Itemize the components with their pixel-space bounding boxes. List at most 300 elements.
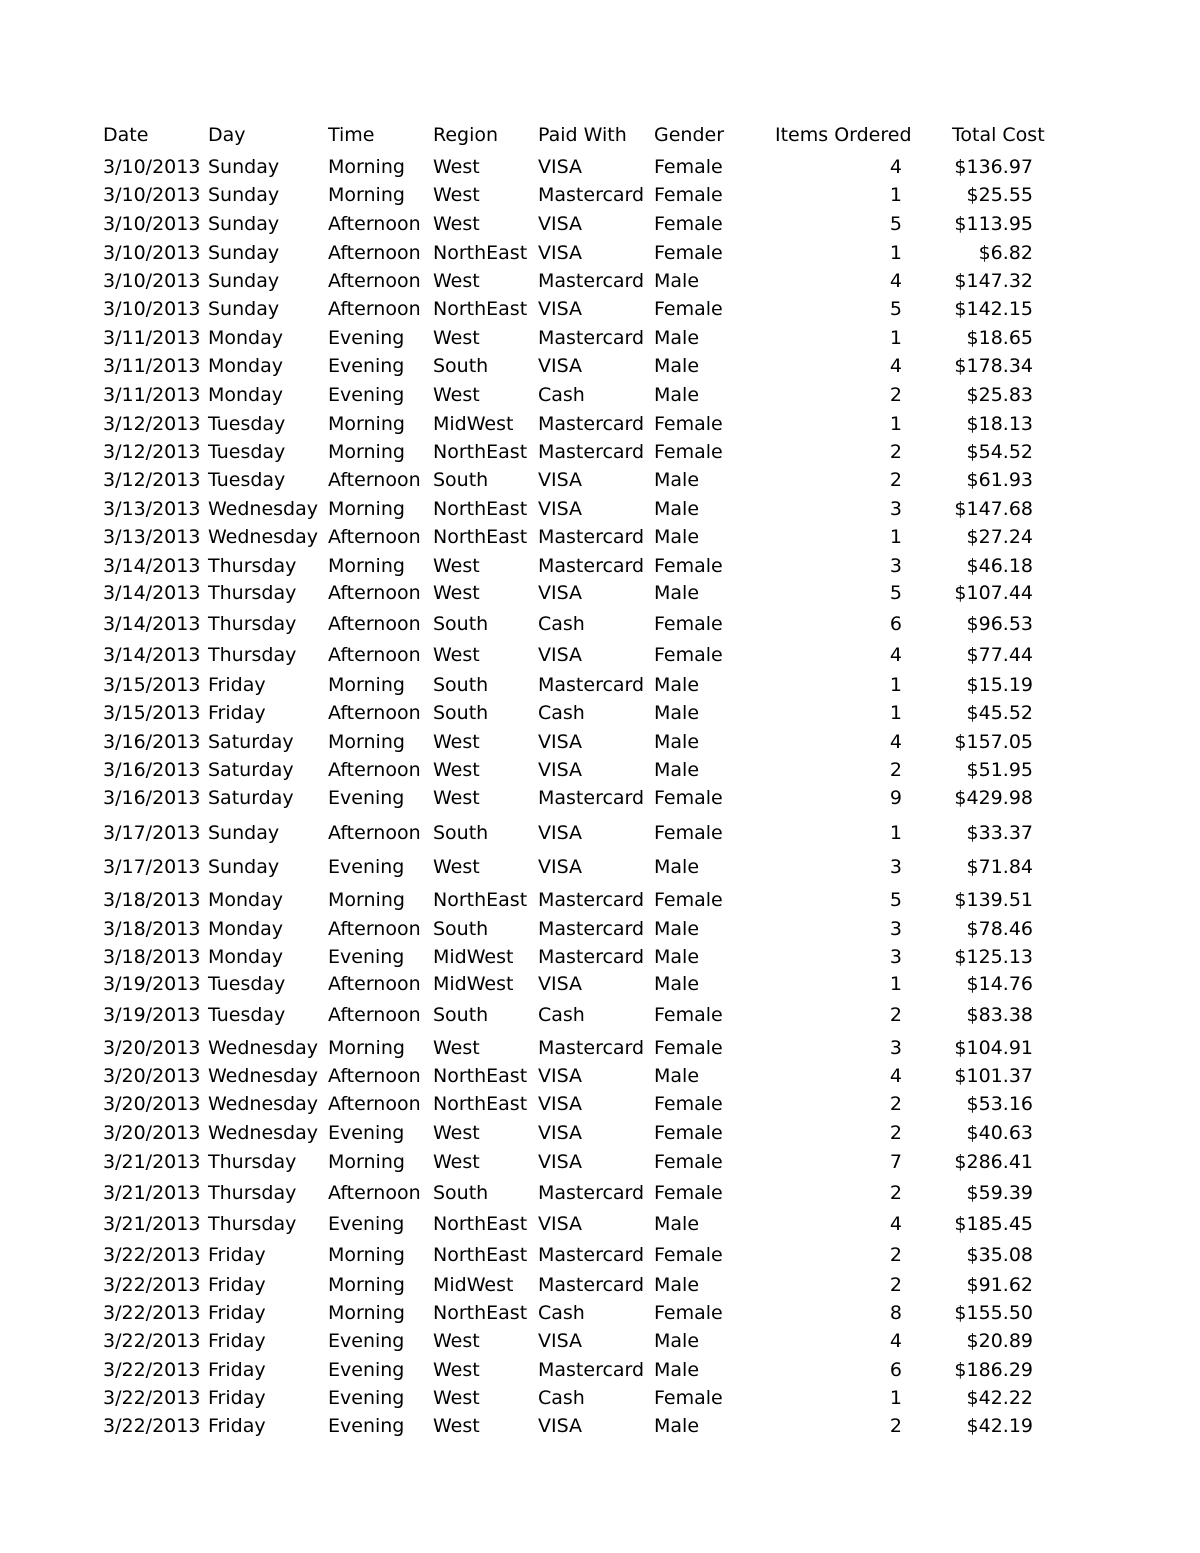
items-ordered-cell: 6 bbox=[889, 613, 902, 635]
day-cell: Thursday bbox=[208, 555, 297, 577]
day-cell: Wednesday bbox=[208, 1065, 319, 1087]
table-row bbox=[0, 886, 1200, 914]
time-cell: Morning bbox=[328, 441, 405, 463]
table-row bbox=[0, 1179, 1200, 1207]
items-ordered-cell: 1 bbox=[889, 327, 902, 349]
total-cost-cell: $18.65 bbox=[966, 327, 1033, 349]
day-cell: Monday bbox=[208, 327, 284, 349]
items-ordered-cell: 2 bbox=[889, 441, 902, 463]
total-cost-cell: $14.76 bbox=[966, 973, 1033, 995]
total-cost-cell: $147.68 bbox=[954, 498, 1033, 520]
gender-cell: Male bbox=[654, 1330, 700, 1352]
time-cell: Morning bbox=[328, 889, 405, 911]
date-cell: 3/12/2013 bbox=[103, 441, 201, 463]
time-cell: Afternoon bbox=[328, 702, 421, 724]
time-cell: Morning bbox=[328, 184, 405, 206]
day-cell: Wednesday bbox=[208, 498, 319, 520]
day-cell: Monday bbox=[208, 889, 284, 911]
paid-with-cell: Mastercard bbox=[538, 526, 645, 548]
time-cell: Afternoon bbox=[328, 1093, 421, 1115]
total-cost-cell: $83.38 bbox=[966, 1004, 1033, 1026]
region-cell: West bbox=[433, 1415, 480, 1437]
paid-with-cell: VISA bbox=[538, 1065, 583, 1087]
paid-with-cell: VISA bbox=[538, 1151, 583, 1173]
gender-cell: Male bbox=[654, 1359, 700, 1381]
table-row bbox=[0, 410, 1200, 438]
paid-with-cell: Mastercard bbox=[538, 184, 645, 206]
items-ordered-cell: 5 bbox=[889, 582, 902, 604]
total-cost-cell: $61.93 bbox=[966, 469, 1033, 491]
date-cell: 3/21/2013 bbox=[103, 1182, 201, 1204]
items-ordered-cell: 5 bbox=[889, 889, 902, 911]
paid-with-cell: VISA bbox=[538, 355, 583, 377]
total-cost-cell: $147.32 bbox=[954, 270, 1033, 292]
date-cell: 3/20/2013 bbox=[103, 1093, 201, 1115]
paid-with-cell: Mastercard bbox=[538, 413, 645, 435]
day-cell: Tuesday bbox=[208, 441, 286, 463]
region-cell: South bbox=[433, 918, 489, 940]
date-cell: 3/10/2013 bbox=[103, 213, 201, 235]
date-cell: 3/14/2013 bbox=[103, 582, 201, 604]
table-row bbox=[0, 1062, 1200, 1090]
total-cost-cell: $104.91 bbox=[954, 1037, 1033, 1059]
total-cost-cell: $96.53 bbox=[966, 613, 1033, 635]
time-cell: Evening bbox=[328, 1122, 405, 1144]
date-cell: 3/10/2013 bbox=[103, 156, 201, 178]
day-cell: Sunday bbox=[208, 270, 280, 292]
table-row bbox=[0, 267, 1200, 295]
total-cost-cell: $42.19 bbox=[966, 1415, 1033, 1437]
region-cell: NorthEast bbox=[433, 498, 528, 520]
paid-with-cell: Mastercard bbox=[538, 327, 645, 349]
gender-cell: Male bbox=[654, 674, 700, 696]
gender-cell: Female bbox=[654, 413, 723, 435]
paid-with-cell: Cash bbox=[538, 1302, 585, 1324]
region-cell: West bbox=[433, 1151, 480, 1173]
day-cell: Wednesday bbox=[208, 526, 319, 548]
total-cost-cell: $125.13 bbox=[954, 946, 1033, 968]
time-cell: Evening bbox=[328, 787, 405, 809]
paid-with-cell: Cash bbox=[538, 1387, 585, 1409]
region-cell: West bbox=[433, 759, 480, 781]
items-ordered-cell: 1 bbox=[889, 1387, 902, 1409]
total-cost-cell: $155.50 bbox=[954, 1302, 1033, 1324]
date-cell: 3/17/2013 bbox=[103, 856, 201, 878]
table-row bbox=[0, 671, 1200, 699]
table-row bbox=[0, 579, 1200, 607]
time-cell: Morning bbox=[328, 413, 405, 435]
date-cell: 3/13/2013 bbox=[103, 498, 201, 520]
table-row bbox=[0, 1119, 1200, 1147]
day-cell: Friday bbox=[208, 1387, 266, 1409]
items-ordered-cell: 1 bbox=[889, 242, 902, 264]
table-row bbox=[0, 1271, 1200, 1299]
day-cell: Sunday bbox=[208, 156, 280, 178]
items-ordered-cell: 1 bbox=[889, 413, 902, 435]
paid-with-cell: Mastercard bbox=[538, 1037, 645, 1059]
region-cell: NorthEast bbox=[433, 1302, 528, 1324]
date-cell: 3/20/2013 bbox=[103, 1037, 201, 1059]
date-cell: 3/19/2013 bbox=[103, 973, 201, 995]
time-cell: Evening bbox=[328, 856, 405, 878]
gender-cell: Female bbox=[654, 1302, 723, 1324]
total-cost-cell: $25.83 bbox=[966, 384, 1033, 406]
region-cell: South bbox=[433, 822, 489, 844]
region-cell: NorthEast bbox=[433, 441, 528, 463]
region-cell: South bbox=[433, 613, 489, 635]
time-cell: Afternoon bbox=[328, 1004, 421, 1026]
paid-with-cell: VISA bbox=[538, 644, 583, 666]
date-cell: 3/22/2013 bbox=[103, 1330, 201, 1352]
time-cell: Evening bbox=[328, 1387, 405, 1409]
day-cell: Sunday bbox=[208, 298, 280, 320]
region-cell: South bbox=[433, 1004, 489, 1026]
items-ordered-cell: 4 bbox=[889, 355, 902, 377]
total-cost-cell: $59.39 bbox=[966, 1182, 1033, 1204]
day-cell: Sunday bbox=[208, 184, 280, 206]
day-cell: Wednesday bbox=[208, 1122, 319, 1144]
total-cost-cell: $71.84 bbox=[966, 856, 1033, 878]
time-cell: Afternoon bbox=[328, 1065, 421, 1087]
gender-cell: Female bbox=[654, 1244, 723, 1266]
gender-cell: Male bbox=[654, 355, 700, 377]
day-cell: Friday bbox=[208, 1330, 266, 1352]
paid-with-cell: VISA bbox=[538, 856, 583, 878]
day-cell: Tuesday bbox=[208, 973, 286, 995]
gender-cell: Male bbox=[654, 526, 700, 548]
total-cost-cell: $91.62 bbox=[966, 1274, 1033, 1296]
paid-with-cell: Mastercard bbox=[538, 889, 645, 911]
time-cell: Afternoon bbox=[328, 526, 421, 548]
items-ordered-cell: 2 bbox=[889, 1182, 902, 1204]
day-cell: Thursday bbox=[208, 1182, 297, 1204]
region-cell: MidWest bbox=[433, 973, 514, 995]
total-cost-cell: $101.37 bbox=[954, 1065, 1033, 1087]
day-cell: Sunday bbox=[208, 213, 280, 235]
table-row bbox=[0, 1299, 1200, 1327]
paid-with-cell: Mastercard bbox=[538, 946, 645, 968]
paid-with-cell: VISA bbox=[538, 298, 583, 320]
date-cell: 3/22/2013 bbox=[103, 1359, 201, 1381]
gender-cell: Male bbox=[654, 498, 700, 520]
table-row bbox=[0, 324, 1200, 352]
items-ordered-cell: 4 bbox=[889, 731, 902, 753]
date-cell: 3/15/2013 bbox=[103, 702, 201, 724]
time-cell: Afternoon bbox=[328, 1182, 421, 1204]
items-ordered-cell: 2 bbox=[889, 1122, 902, 1144]
date-cell: 3/16/2013 bbox=[103, 787, 201, 809]
gender-cell: Male bbox=[654, 270, 700, 292]
region-cell: West bbox=[433, 213, 480, 235]
day-cell: Friday bbox=[208, 1415, 266, 1437]
items-ordered-cell: 4 bbox=[889, 1213, 902, 1235]
table-row bbox=[0, 438, 1200, 466]
day-cell: Monday bbox=[208, 355, 284, 377]
time-cell: Morning bbox=[328, 1302, 405, 1324]
total-cost-cell: $35.08 bbox=[966, 1244, 1033, 1266]
gender-cell: Male bbox=[654, 918, 700, 940]
day-cell: Friday bbox=[208, 702, 266, 724]
date-cell: 3/11/2013 bbox=[103, 355, 201, 377]
table-row bbox=[0, 295, 1200, 323]
region-cell: NorthEast bbox=[433, 1244, 528, 1266]
paid-with-cell: Mastercard bbox=[538, 1244, 645, 1266]
items-ordered-cell: 3 bbox=[889, 856, 902, 878]
paid-with-cell: Cash bbox=[538, 1004, 585, 1026]
day-cell: Thursday bbox=[208, 613, 297, 635]
region-cell: West bbox=[433, 327, 480, 349]
time-cell: Afternoon bbox=[328, 298, 421, 320]
paid-with-cell: VISA bbox=[538, 1330, 583, 1352]
items-ordered-cell: 2 bbox=[889, 1004, 902, 1026]
time-cell: Afternoon bbox=[328, 270, 421, 292]
paid-with-cell: Cash bbox=[538, 702, 585, 724]
paid-with-cell: Mastercard bbox=[538, 1182, 645, 1204]
total-cost-cell: $46.18 bbox=[966, 555, 1033, 577]
items-ordered-cell: 1 bbox=[889, 822, 902, 844]
paid-with-cell: VISA bbox=[538, 759, 583, 781]
region-cell: West bbox=[433, 1359, 480, 1381]
region-cell: MidWest bbox=[433, 946, 514, 968]
paid-with-cell: VISA bbox=[538, 1122, 583, 1144]
table-row bbox=[0, 610, 1200, 638]
date-cell: 3/17/2013 bbox=[103, 822, 201, 844]
region-cell: MidWest bbox=[433, 413, 514, 435]
gender-cell: Female bbox=[654, 298, 723, 320]
gender-cell: Female bbox=[654, 787, 723, 809]
items-ordered-cell: 9 bbox=[889, 787, 902, 809]
date-cell: 3/22/2013 bbox=[103, 1244, 201, 1266]
total-cost-cell: $186.29 bbox=[954, 1359, 1033, 1381]
date-cell: 3/18/2013 bbox=[103, 918, 201, 940]
items-ordered-cell: 2 bbox=[889, 1415, 902, 1437]
gender-cell: Male bbox=[654, 856, 700, 878]
total-cost-cell: $429.98 bbox=[954, 787, 1033, 809]
date-cell: 3/22/2013 bbox=[103, 1274, 201, 1296]
items-ordered-cell: 4 bbox=[889, 1330, 902, 1352]
total-cost-cell: $142.15 bbox=[954, 298, 1033, 320]
total-cost-cell: $27.24 bbox=[966, 526, 1033, 548]
table-row bbox=[0, 495, 1200, 523]
total-cost-cell: $178.34 bbox=[954, 355, 1033, 377]
day-cell: Sunday bbox=[208, 242, 280, 264]
gender-cell: Male bbox=[654, 1065, 700, 1087]
time-cell: Evening bbox=[328, 384, 405, 406]
table-row bbox=[0, 1001, 1200, 1029]
region-cell: West bbox=[433, 1330, 480, 1352]
header-items-ordered: Items Ordered bbox=[775, 124, 912, 146]
total-cost-cell: $157.05 bbox=[954, 731, 1033, 753]
items-ordered-cell: 1 bbox=[889, 702, 902, 724]
gender-cell: Male bbox=[654, 1213, 700, 1235]
table-row bbox=[0, 756, 1200, 784]
header-gender: Gender bbox=[654, 124, 725, 146]
items-ordered-cell: 6 bbox=[889, 1359, 902, 1381]
day-cell: Thursday bbox=[208, 1151, 297, 1173]
time-cell: Morning bbox=[328, 555, 405, 577]
day-cell: Wednesday bbox=[208, 1037, 319, 1059]
date-cell: 3/10/2013 bbox=[103, 270, 201, 292]
items-ordered-cell: 2 bbox=[889, 1093, 902, 1115]
paid-with-cell: Mastercard bbox=[538, 270, 645, 292]
time-cell: Afternoon bbox=[328, 973, 421, 995]
region-cell: NorthEast bbox=[433, 526, 528, 548]
day-cell: Monday bbox=[208, 384, 284, 406]
date-cell: 3/18/2013 bbox=[103, 946, 201, 968]
gender-cell: Female bbox=[654, 1037, 723, 1059]
paid-with-cell: VISA bbox=[538, 1415, 583, 1437]
table-row bbox=[0, 1034, 1200, 1062]
table-row bbox=[0, 943, 1200, 971]
region-cell: NorthEast bbox=[433, 1093, 528, 1115]
paid-with-cell: VISA bbox=[538, 156, 583, 178]
time-cell: Evening bbox=[328, 327, 405, 349]
paid-with-cell: Mastercard bbox=[538, 555, 645, 577]
date-cell: 3/15/2013 bbox=[103, 674, 201, 696]
day-cell: Friday bbox=[208, 674, 266, 696]
gender-cell: Female bbox=[654, 644, 723, 666]
items-ordered-cell: 7 bbox=[889, 1151, 902, 1173]
time-cell: Afternoon bbox=[328, 469, 421, 491]
region-cell: West bbox=[433, 1122, 480, 1144]
items-ordered-cell: 3 bbox=[889, 555, 902, 577]
items-ordered-cell: 2 bbox=[889, 1274, 902, 1296]
gender-cell: Male bbox=[654, 384, 700, 406]
gender-cell: Female bbox=[654, 1151, 723, 1173]
items-ordered-cell: 2 bbox=[889, 759, 902, 781]
table-row bbox=[0, 1327, 1200, 1355]
table-row bbox=[0, 153, 1200, 181]
region-cell: South bbox=[433, 355, 489, 377]
total-cost-cell: $20.89 bbox=[966, 1330, 1033, 1352]
table-row bbox=[0, 523, 1200, 551]
total-cost-cell: $40.63 bbox=[966, 1122, 1033, 1144]
region-cell: NorthEast bbox=[433, 1213, 528, 1235]
date-cell: 3/13/2013 bbox=[103, 526, 201, 548]
region-cell: West bbox=[433, 1387, 480, 1409]
date-cell: 3/10/2013 bbox=[103, 184, 201, 206]
table-row bbox=[0, 819, 1200, 847]
table-row bbox=[0, 1384, 1200, 1412]
paid-with-cell: Mastercard bbox=[538, 674, 645, 696]
gender-cell: Female bbox=[654, 1182, 723, 1204]
time-cell: Morning bbox=[328, 1037, 405, 1059]
date-cell: 3/21/2013 bbox=[103, 1151, 201, 1173]
table-row bbox=[0, 853, 1200, 881]
date-cell: 3/12/2013 bbox=[103, 413, 201, 435]
table-row bbox=[0, 381, 1200, 409]
items-ordered-cell: 1 bbox=[889, 674, 902, 696]
day-cell: Wednesday bbox=[208, 1093, 319, 1115]
items-ordered-cell: 2 bbox=[889, 1244, 902, 1266]
items-ordered-cell: 4 bbox=[889, 156, 902, 178]
total-cost-cell: $139.51 bbox=[954, 889, 1033, 911]
paid-with-cell: VISA bbox=[538, 582, 583, 604]
header-day: Day bbox=[208, 124, 246, 146]
time-cell: Afternoon bbox=[328, 918, 421, 940]
gender-cell: Male bbox=[654, 1274, 700, 1296]
paid-with-cell: VISA bbox=[538, 822, 583, 844]
paid-with-cell: VISA bbox=[538, 973, 583, 995]
time-cell: Afternoon bbox=[328, 613, 421, 635]
day-cell: Friday bbox=[208, 1274, 266, 1296]
region-cell: West bbox=[433, 787, 480, 809]
time-cell: Afternoon bbox=[328, 822, 421, 844]
table-row bbox=[0, 1148, 1200, 1176]
date-cell: 3/18/2013 bbox=[103, 889, 201, 911]
table-row bbox=[0, 1241, 1200, 1269]
region-cell: West bbox=[433, 555, 480, 577]
header-total-cost: Total Cost bbox=[952, 124, 1045, 146]
paid-with-cell: Mastercard bbox=[538, 918, 645, 940]
items-ordered-cell: 1 bbox=[889, 973, 902, 995]
paid-with-cell: VISA bbox=[538, 1093, 583, 1115]
total-cost-cell: $53.16 bbox=[966, 1093, 1033, 1115]
time-cell: Morning bbox=[328, 731, 405, 753]
date-cell: 3/14/2013 bbox=[103, 555, 201, 577]
table-row bbox=[0, 728, 1200, 756]
items-ordered-cell: 3 bbox=[889, 946, 902, 968]
table-row bbox=[0, 1412, 1200, 1440]
date-cell: 3/11/2013 bbox=[103, 327, 201, 349]
day-cell: Sunday bbox=[208, 856, 280, 878]
gender-cell: Female bbox=[654, 441, 723, 463]
table-row bbox=[0, 552, 1200, 580]
table-row bbox=[0, 915, 1200, 943]
region-cell: West bbox=[433, 582, 480, 604]
day-cell: Friday bbox=[208, 1302, 266, 1324]
region-cell: West bbox=[433, 384, 480, 406]
total-cost-cell: $113.95 bbox=[954, 213, 1033, 235]
total-cost-cell: $33.37 bbox=[966, 822, 1033, 844]
date-cell: 3/10/2013 bbox=[103, 298, 201, 320]
table-header-row bbox=[0, 121, 1200, 149]
date-cell: 3/16/2013 bbox=[103, 731, 201, 753]
table-row bbox=[0, 1090, 1200, 1118]
paid-with-cell: VISA bbox=[538, 242, 583, 264]
region-cell: South bbox=[433, 1182, 489, 1204]
day-cell: Thursday bbox=[208, 644, 297, 666]
total-cost-cell: $42.22 bbox=[966, 1387, 1033, 1409]
total-cost-cell: $6.82 bbox=[978, 242, 1033, 264]
table-row bbox=[0, 210, 1200, 238]
gender-cell: Male bbox=[654, 1415, 700, 1437]
region-cell: West bbox=[433, 184, 480, 206]
time-cell: Evening bbox=[328, 355, 405, 377]
paid-with-cell: VISA bbox=[538, 213, 583, 235]
paid-with-cell: VISA bbox=[538, 498, 583, 520]
gender-cell: Female bbox=[654, 555, 723, 577]
date-cell: 3/14/2013 bbox=[103, 644, 201, 666]
region-cell: West bbox=[433, 1037, 480, 1059]
paid-with-cell: VISA bbox=[538, 469, 583, 491]
paid-with-cell: Mastercard bbox=[538, 441, 645, 463]
day-cell: Friday bbox=[208, 1244, 266, 1266]
total-cost-cell: $45.52 bbox=[966, 702, 1033, 724]
region-cell: South bbox=[433, 702, 489, 724]
gender-cell: Male bbox=[654, 731, 700, 753]
table-row bbox=[0, 970, 1200, 998]
time-cell: Afternoon bbox=[328, 759, 421, 781]
day-cell: Monday bbox=[208, 918, 284, 940]
items-ordered-cell: 4 bbox=[889, 1065, 902, 1087]
total-cost-cell: $25.55 bbox=[966, 184, 1033, 206]
time-cell: Evening bbox=[328, 1330, 405, 1352]
items-ordered-cell: 8 bbox=[889, 1302, 902, 1324]
time-cell: Morning bbox=[328, 498, 405, 520]
header-region: Region bbox=[433, 124, 499, 146]
items-ordered-cell: 5 bbox=[889, 298, 902, 320]
